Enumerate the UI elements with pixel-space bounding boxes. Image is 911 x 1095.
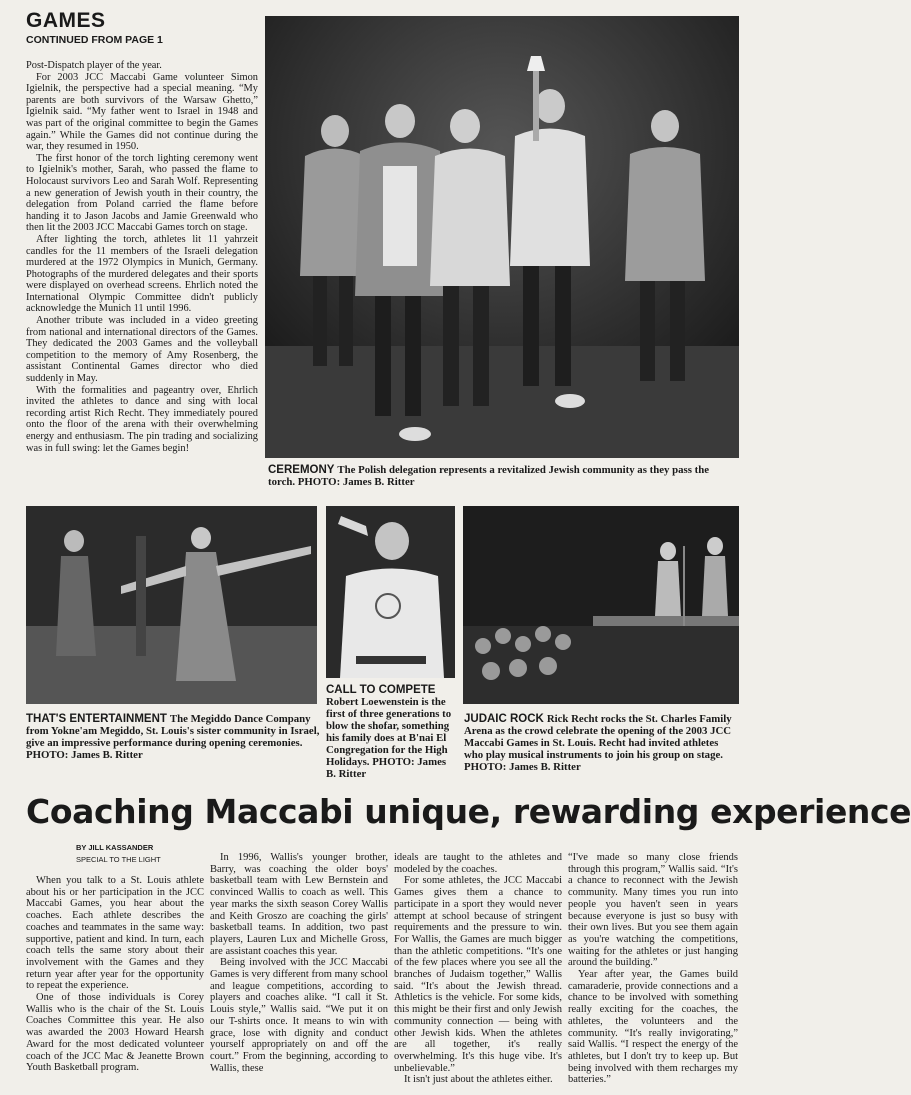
paragraph: Post-Dispatch player of the year. — [26, 60, 162, 71]
paragraph: The first honor of the torch lighting ceremony went to Igielnik's mother, Sarah, who passed the flame to Holocaust survivors Leo and Sarah Wolf. Representing a new generation of Jewish youth in their country, the delegation from Poland carried the flame before handing it to Jason Jacobs and Jamie Greenwald who then lit the 2003 JCC Maccabi Games torch on stage. — [26, 152, 258, 234]
paragraph: Year after year, the Games build camaraderie, provide connections and a chance to be involved with something really exciting for the coaches, the athletes, the volunteers and the community. “It's really invigorating,” said Wallis. “I respect the energy of the athletes, but I don't try to keep up. But being involved with them recharges my batteries.” — [568, 969, 738, 1086]
paragraph: Another tribute was included in a video greeting from national and international directors of the Games. They dedicated the 2003 Games and the volleyball competition to the memory of Amy Rosenberg, the assistant Continental Games director who died suddenly in May. — [26, 315, 258, 385]
torch-bearers-image — [265, 16, 739, 458]
entertainment-caption — [26, 713, 321, 761]
ceremony-photo — [265, 16, 739, 458]
story-column-3 — [394, 852, 562, 1086]
byline: BY JILL KASSANDER — [76, 843, 154, 852]
story-column-1 — [26, 875, 204, 1074]
paragraph: ideals are taught to the athletes and modeled by the coaches. — [394, 852, 562, 875]
caption-text: The Polish delegation represents a revitalized Jewish community as they pass the torch. PHOTO: James B. Ritter — [268, 464, 709, 488]
paragraph: With the formalities and pageantry over, Ehrlich invited the athletes to dance and sing with local recording artist Rich Recht. They immediately poured onto the floor of the arena with their overwhelming energy and enthusiasm. The pin trading and socializing was in full swing: let the Games begin! — [26, 384, 258, 454]
entertainment-photo — [26, 506, 317, 704]
continued-article — [26, 60, 258, 454]
paragraph: When you talk to a St. Louis athlete about his or her participation in the JCC Maccabi Games, you hear about the coaches. Each athlete describes the coaches and teammates in the same way: supportive, patient and kind. In turn, each coach tells the same story about their involvement with the Games and they return year after year for the opportunity to repeat the experience. — [26, 875, 204, 992]
paragraph: For some athletes, the JCC Maccabi Games gives them a chance to participate in a sport they would never attempt at school because of stringent requirements and the pressure to win. For Wallis, the Games are much bigger than the athletic competitions. “It's one of the few places where you see all the branches of Judaism together,” Wallis said. “It's about the Jewish thread. Athletics is the vehicle. For some kids, this might be their first and only Jewish community connection — being with other Jewish kids. When the athletes are all together, it's really overwhelming. It's this huge vibe. It's unbelievable.” — [394, 875, 562, 1074]
shofar-image — [326, 506, 455, 678]
byline-tagline: SPECIAL TO THE LIGHT — [76, 855, 161, 864]
compete-caption — [326, 684, 456, 780]
story-headline: Coaching Maccabi unique, rewarding experience — [26, 792, 911, 831]
paragraph: One of those individuals is Corey Wallis who is the chair of the St. Louis Coaches Committee this year. He also was awarded the 2003 Howard Hearsh Award for the most dedicated volunteer coach of the JCC Mac & Jeanette Brown Youth Basketball program. — [26, 992, 204, 1074]
caption-text: Rick Recht rocks the St. Charles Family Arena as the crowd celebrate the opening of the 2003 JCC Maccabi Games in St. Louis. Recht had invited athletes who play musical instruments to join his group on stage. PHOTO: James B. Ritter — [464, 713, 732, 773]
story-column-2 — [210, 852, 388, 1074]
concert-image — [463, 506, 739, 704]
caption-label: JUDAIC ROCK — [464, 713, 544, 725]
paragraph: In 1996, Wallis's younger brother, Barry, was coaching the older boys' basketball team with Lew Bernstein and convinced Wallis to coach as well. This year marks the sixth season Corey Wallis and Keith Groszo are coaching the girls' basketball teams. In addition, two past players, Lauren Lux and Michelle Gross, are assistant coaches this year. — [210, 852, 388, 957]
dancers-image — [26, 506, 317, 704]
caption-label: THAT'S ENTERTAINMENT — [26, 713, 167, 725]
compete-photo — [326, 506, 455, 678]
story-column-4 — [568, 852, 738, 1086]
paragraph: For 2003 JCC Maccabi Game volunteer Simon Igielnik, the perspective had a special meaning. “My parents are both survivors of the Warsaw Ghetto,” Igielnik said. “My father went to Israel in 1948 and was part of the original committee to begin the Games again.” While the Games did not continue during the war, they resumed in 1950. — [26, 71, 258, 153]
caption-text: Robert Loewenstein is the first of three generations to blow the shofar, something his family does at B'nai El Congregation for the High Holidays. PHOTO: James B. Ritter — [326, 696, 452, 780]
section-subtitle: CONTINUED FROM PAGE 1 — [26, 34, 163, 46]
caption-text: The Megiddo Dance Company from Yokne'am Megiddo, St. Louis's sister community in Israel, give an impressive performance during opening ceremonies. PHOTO: James B. Ritter — [26, 713, 320, 761]
paragraph: After lighting the torch, athletes lit 11 yahrzeit candles for the 11 members of the Israeli delegation murdered at the 1972 Olympics in Munich, Germany. Photographs of the murdered delegates and their sports were displayed on overhead screens. Ehrlich noted the International Olympic Committee didn't publicly acknowledge the Munich 11 until 1996. — [26, 233, 258, 315]
caption-label: CALL TO COMPETE — [326, 684, 436, 696]
section-title: GAMES — [26, 9, 106, 32]
judaic-rock-caption — [464, 713, 740, 773]
caption-label: CEREMONY — [268, 464, 335, 476]
paragraph: Being involved with the JCC Maccabi Games is very different from many school and league competitions, according to players and coaches alike. “I call it St. Louis style,” Wallis said. “We put it on our T-shirts once. It means to win with grace, lose with dignity and conduct yourself appropriately on and off the court.” From the beginning, according to Wallis, these — [210, 957, 388, 1074]
judaic-rock-photo — [463, 506, 739, 704]
paragraph: It isn't just about the athletes either. — [404, 1074, 553, 1086]
ceremony-caption — [268, 464, 738, 488]
paragraph: “I've made so many close friends through this program,” Wallis said. “It's a chance to reconnect with the Jewish community. Many times you run into people you haven't seen in years because everyone is just so busy with their own lives. But you see them again as you're watching the competitions, waiting for the athletes or just hanging around the building.” — [568, 852, 738, 969]
